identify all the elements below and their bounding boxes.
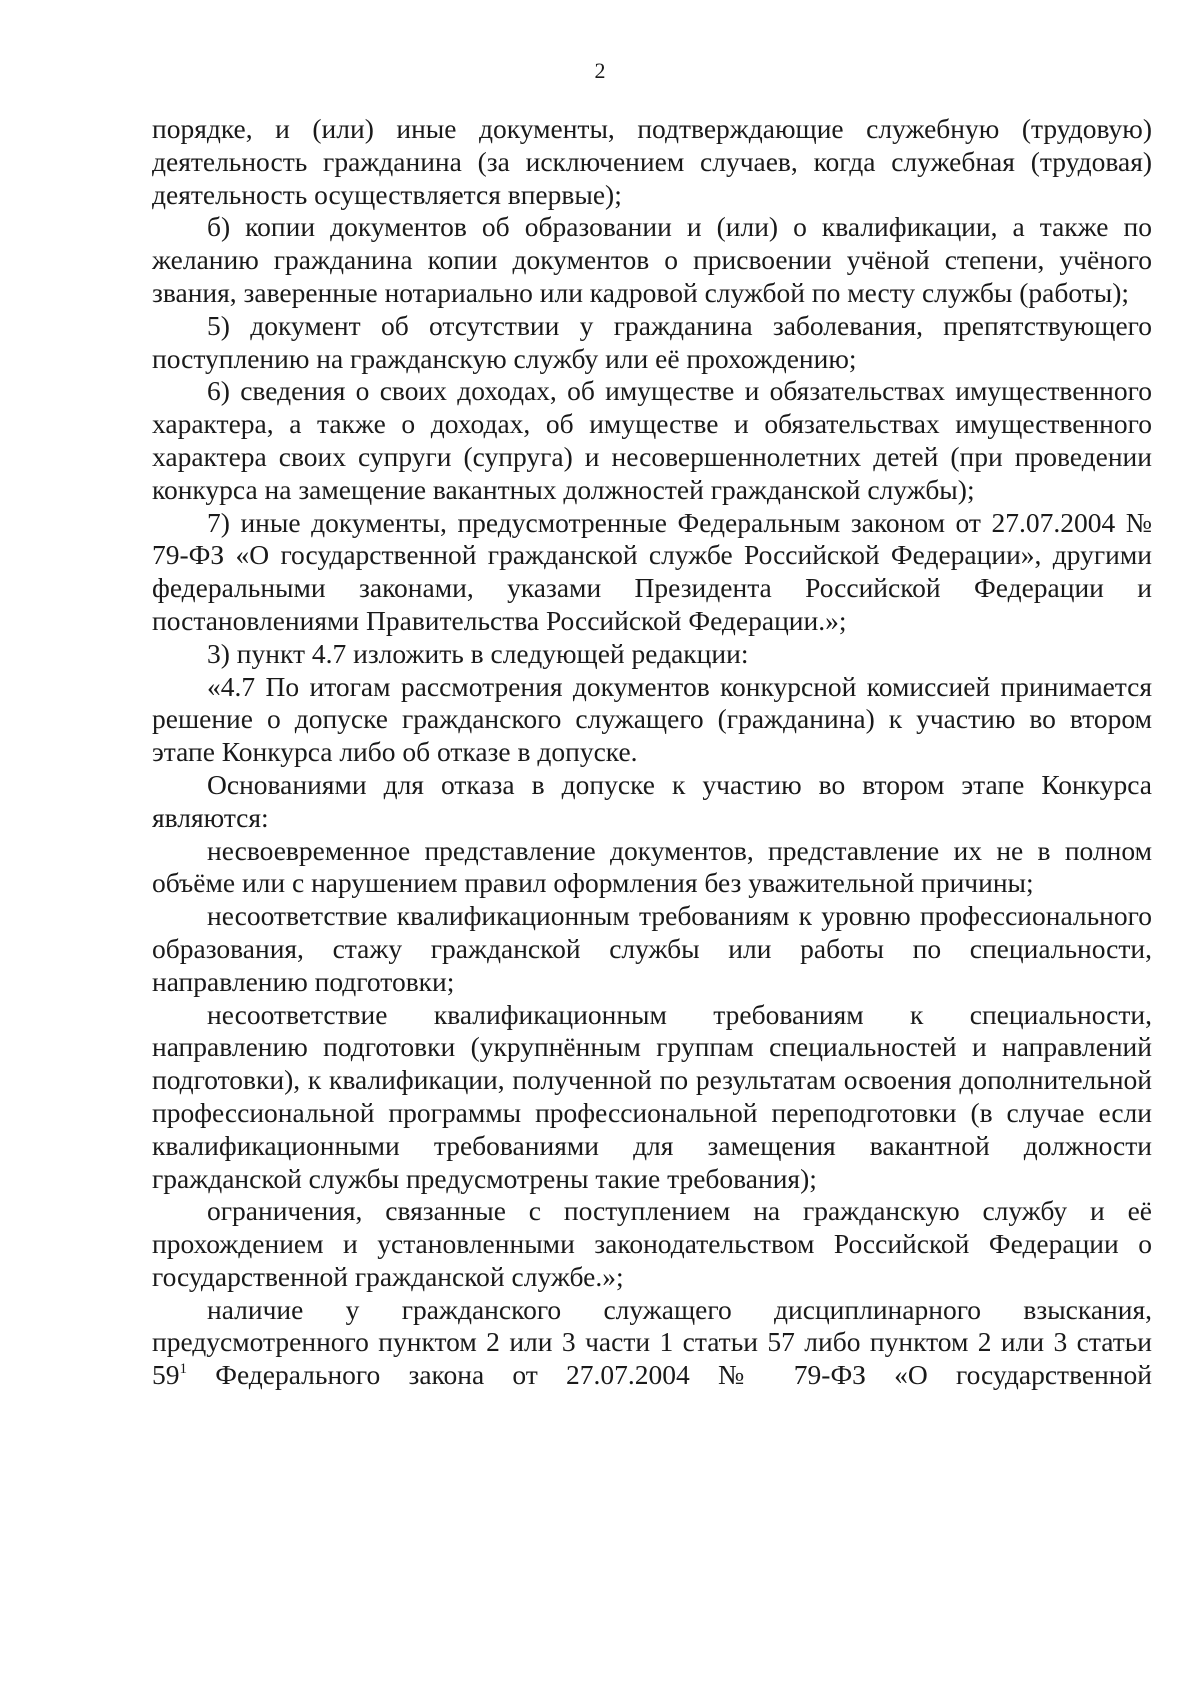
paragraph-point-3: 3) пункт 4.7 изложить в следующей редакции: bbox=[207, 637, 749, 669]
paragraph-ground-untimely-submission: несвоевременное представление документов, представление их не в полном объёме или с нарушением правил оформления без уважительной причины; bbox=[152, 834, 1152, 899]
paragraph-clause-4-7: «4.7 По итогам рассмотрения документов конкурсной комиссией принимается решение о допуске гражданского служащего (гражданина) к участию во втором этапе Конкурса либо об отказе в допуске. bbox=[152, 670, 1152, 768]
paragraph-item-b: б) копии документов об образовании и (или) о квалификации, а также по желанию гражданина копии документов о присвоении учёной степени, учёного звания, заверенные нотариально или кадровой службой по месту службы (работы); bbox=[152, 211, 1152, 308]
paragraph-ground-restrictions: ограничения, связанные с поступлением на гражданскую службу и её прохождением и установленными законодательством Российской Федерации о государственной гражданской службе.»; bbox=[152, 1195, 1152, 1292]
paragraph-item-7: 7) иные документы, предусмотренные Федеральным законом от 27.07.2004 № 79-ФЗ «О государственной гражданской службе Российской Федерации», другими федеральными законами, указами Президента Российской Федерации и постановлениями Правительства Российской Федерации.»; bbox=[152, 506, 1152, 636]
page-number: 2 bbox=[594, 58, 606, 83]
document-body bbox=[152, 113, 1152, 1392]
paragraph-ground-disciplinary-part1: наличие у гражданского служащего дисциплинарного взыскания, предусмотренного пунктом 2 или 3 части 1 статьи 57 либо пунктом 2 или 3 статьи 59 bbox=[152, 1293, 1152, 1391]
paragraph-continuation: порядке, и (или) иные документы, подтверждающие служебную (трудовую) деятельность гражданина (за исключением случаев, когда служебная (трудовая) деятельность осуществляется впервые); bbox=[152, 113, 1152, 210]
article-superscript: 1 bbox=[179, 1361, 187, 1378]
paragraph-item-5: 5) документ об отсутствии у гражданина заболевания, препятствующего поступлению на гражданскую службу или её прохождению; bbox=[152, 309, 1152, 374]
paragraph-item-6: 6) сведения о своих доходах, об имуществе и обязательствах имущественного характера, а также о доходах, об имуществе и обязательствах имущественного характера своих супруги (супруга) и несовершеннолетних детей (при проведении конкурса на замещение вакантных должностей гражданской службы); bbox=[152, 375, 1152, 505]
paragraph-ground-specialty-mismatch: несоответствие квалификационным требованиям к специальности, направлению подготовки (укрупнённым группам специальностей и направлений подготовки), к квалификации, полученной по результатам освоения дополнительной профессиональной программы профессиональной переподготовки (в случае если квалификационными требованиями для замещения вакантной должности гражданской службы предусмотрены такие требования); bbox=[152, 998, 1152, 1194]
paragraph-ground-disciplinary-part2: Федерального закона от 27.07.2004 № 79-ФЗ «О государственной bbox=[187, 1359, 1152, 1391]
paragraph-ground-education-mismatch: несоответствие квалификационным требованиям к уровню профессионального образования, стажу гражданской службы или работы по специальности, направлению подготовки; bbox=[152, 900, 1152, 997]
paragraph-grounds: Основаниями для отказа в допуске к участию во втором этапе Конкурса являются: bbox=[152, 768, 1152, 833]
paragraph-ground-disciplinary bbox=[152, 1294, 1152, 1392]
